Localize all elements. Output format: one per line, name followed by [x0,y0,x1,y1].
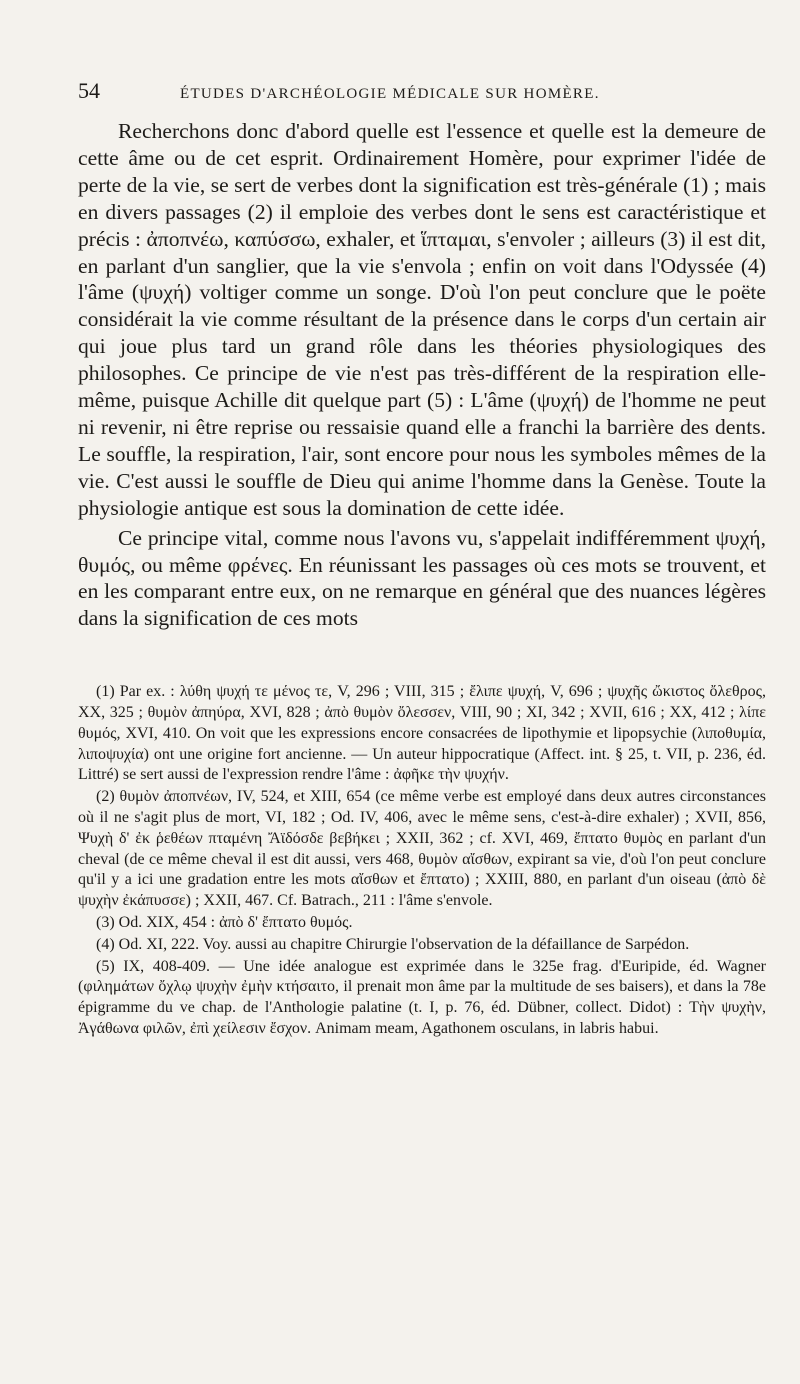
main-text [78,118,766,632]
footnote: (3) Od. XIX, 454 : ἀπὸ δ' ἔπτατο θυμός. [96,913,353,931]
running-title: ÉTUDES D'ARCHÉOLOGIE MÉDICALE SUR HOMÈRE. [180,86,600,102]
footnote: (1) Par ex. : λύθη ψυχή τε μένος τε, V, 296 ; VIII, 315 ; ἔλιπε ψυχή, V, 696 ; ψυχῆς ὤκιστος ὄλεθρος, XX, 325 ; θυμὸν ἀπηύρα, XVI, 828 ; ἀπὸ θυμὸν ὄλεσσεν, VIII, 90 ; XI, 342 ; XVII, 616 ; XX, 412 ; λίπε θυμός, XVI, 410. On voit que les expressions encore consacrées de lipothymie et lipopsychie (λιποθυμία, λιποψυχία) ont une origine fort ancienne. — Un auteur hippocratique (Affect. int. § 25, t. VII, p. 236, éd. Littré) se sert aussi de l'expression rendre l'âme : ἀφῆκε τὴν ψυχήν. [78,683,766,784]
footnote: (5) IX, 408-409. — Une idée analogue est exprimée dans le 325e frag. d'Euripide, éd. Wagner (φιλημάτων ὄχλῳ ψυχὴν ἐμὴν κτήσαιτο, il prenait mon âme par la multitude de ses baisers), et dans la 78e épigramme du ve chap. de l'Anthologie palatine (t. I, p. 76, éd. Dübner, collect. Didot) : Τὴν ψυχὴν, Ἀγάθωνα φιλῶν, ἐπὶ χείλεσιν ἔσχον. Animam meam, Agathonem osculans, in labris habui. [78,957,766,1037]
paragraph: Ce principe vital, comme nous l'avons vu, s'appelait indifféremment ψυχή, θυμός, ou même φρένες. En réunissant les passages où ces mots se trouvent, et en les comparant entre eux, on ne remarque en général que des nuances légères dans la signification de ces mots [78,525,766,631]
page-number: 54 [78,78,100,103]
paragraph: Recherchons donc d'abord quelle est l'essence et quelle est la demeure de cette âme ou de cet esprit. Ordinairement Homère, pour exprimer l'idée de perte de la vie, se sert de verbes dont la signification est très-générale (1) ; mais en divers passages (2) il emploie des verbes dont le sens est caractéristique et précis : ἀποπνέω, καπύσσω, exhaler, et ἵπταμαι, s'envoler ; ailleurs (3) il est dit, en parlant d'un sanglier, que la vie s'envola ; enfin on voit dans l'Odyssée (4) l'âme (ψυχή) voltiger comme un songe. D'où l'on peut conclure que le poëte considérait la vie comme résultant de la présence dans le corps d'un certain air qui joue plus tard un grand rôle dans les théories physiologiques des philosophes. Ce principe de vie n'est pas très-différent de la respiration elle-même, puisque Achille dit quelque part (5) : L'âme (ψυχή) de l'homme ne peut ni revenir, ni être reprise ou ressaisie quand elle a franchi la barrière des dents. Le souffle, la respiration, l'air, sont encore pour nous les symboles mêmes de la vie. C'est aussi le souffle de Dieu qui anime l'homme dans la Genèse. Toute la physiologie antique est sous la domination de cette idée. [78,119,766,520]
page-header [78,78,766,108]
footnote: (4) Od. XI, 222. Voy. aussi au chapitre Chirurgie l'observation de la défaillance de Sarpédon. [96,935,690,953]
footnotes [78,682,766,1040]
footnote: (2) θυμὸν ἀποπνέων, IV, 524, et XIII, 654 (ce même verbe est employé dans deux autres circonstances où il ne s'agit plus de mort, VI, 182 ; Od. IV, 406, avec le même sens, c'est-à-dire exhaler) ; XVII, 856, Ψυχὴ δ' ἐκ ῥεθέων πταμένη Ἄϊδόσδε βεβήκει ; XXII, 362 ; cf. XVI, 469, ἔπτατο θυμὸς en parlant d'un cheval (de ce même cheval il est dit aussi, vers 468, θυμὸν αἴσθων, expirant sa vie, d'où l'on peut conclure qu'il y a ici une gradation entre les mots αἴσθων et ἔπτατο) ; XXIII, 880, en parlant d'un oiseau (ἀπὸ δὲ ψυχὴν ἐκάπυσσε) ; XXII, 467. Cf. Batrach., 211 : l'âme s'envole. [78,788,766,910]
